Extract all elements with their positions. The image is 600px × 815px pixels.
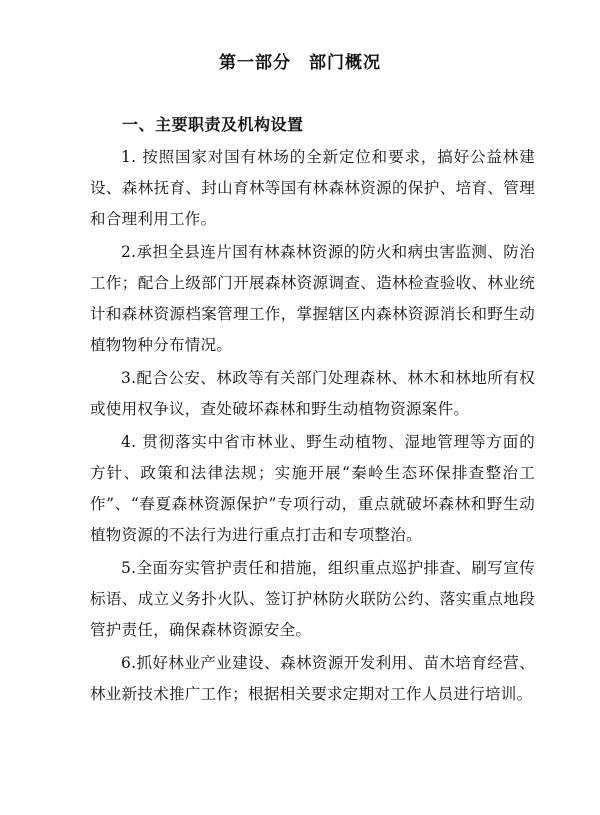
page-title: 第一部分 部门概况 (219, 53, 381, 73)
section-heading: 一、主要职责及机构设置 (122, 115, 304, 134)
paragraph-5: 5.全面夯实管护责任和措施，组织重点巡护排查、刷写宣传标语、成立义务扑火队、签订护林防火联防公约、落实重点地段管护责任，确保森林资源安全。 (90, 559, 535, 639)
paragraph-3: 3.配合公安、林政等有关部门处理森林、林木和林地所有权或使用权争议，查处破坏森林和野生动植物资源案件。 (90, 369, 535, 418)
paragraph-6: 6.抓好林业产业建设、森林资源开发利用、苗木培育经营、林业新技术推广工作；根据相关要求定期对工作人员进行培训。 (90, 654, 535, 703)
paragraph-1: 1. 按照国家对国有林场的全新定位和要求，搞好公益林建设、森林抚育、封山育林等国有林森林资源的保护、培育、管理和合理利用工作。 (90, 148, 535, 228)
paragraph-4: 4. 贯彻落实中省市林业、野生动植物、湿地管理等方面的方针、政策和法律法规；实施开展“秦岭生态环保排查整治工作”、“春夏森林资源保护”专项行动，重点就破坏森林和野生动植物资源的不法行为进行重点打击和专项整治。 (90, 433, 535, 544)
document-body (90, 142, 535, 712)
paragraph-2: 2.承担全县连片国有林森林资源的防火和病虫害监测、防治工作；配合上级部门开展森林资源调查、造林检查验收、林业统计和森林资源档案管理工作，掌握辖区内森林资源消长和野生动植物物种分布情况。 (90, 243, 535, 354)
